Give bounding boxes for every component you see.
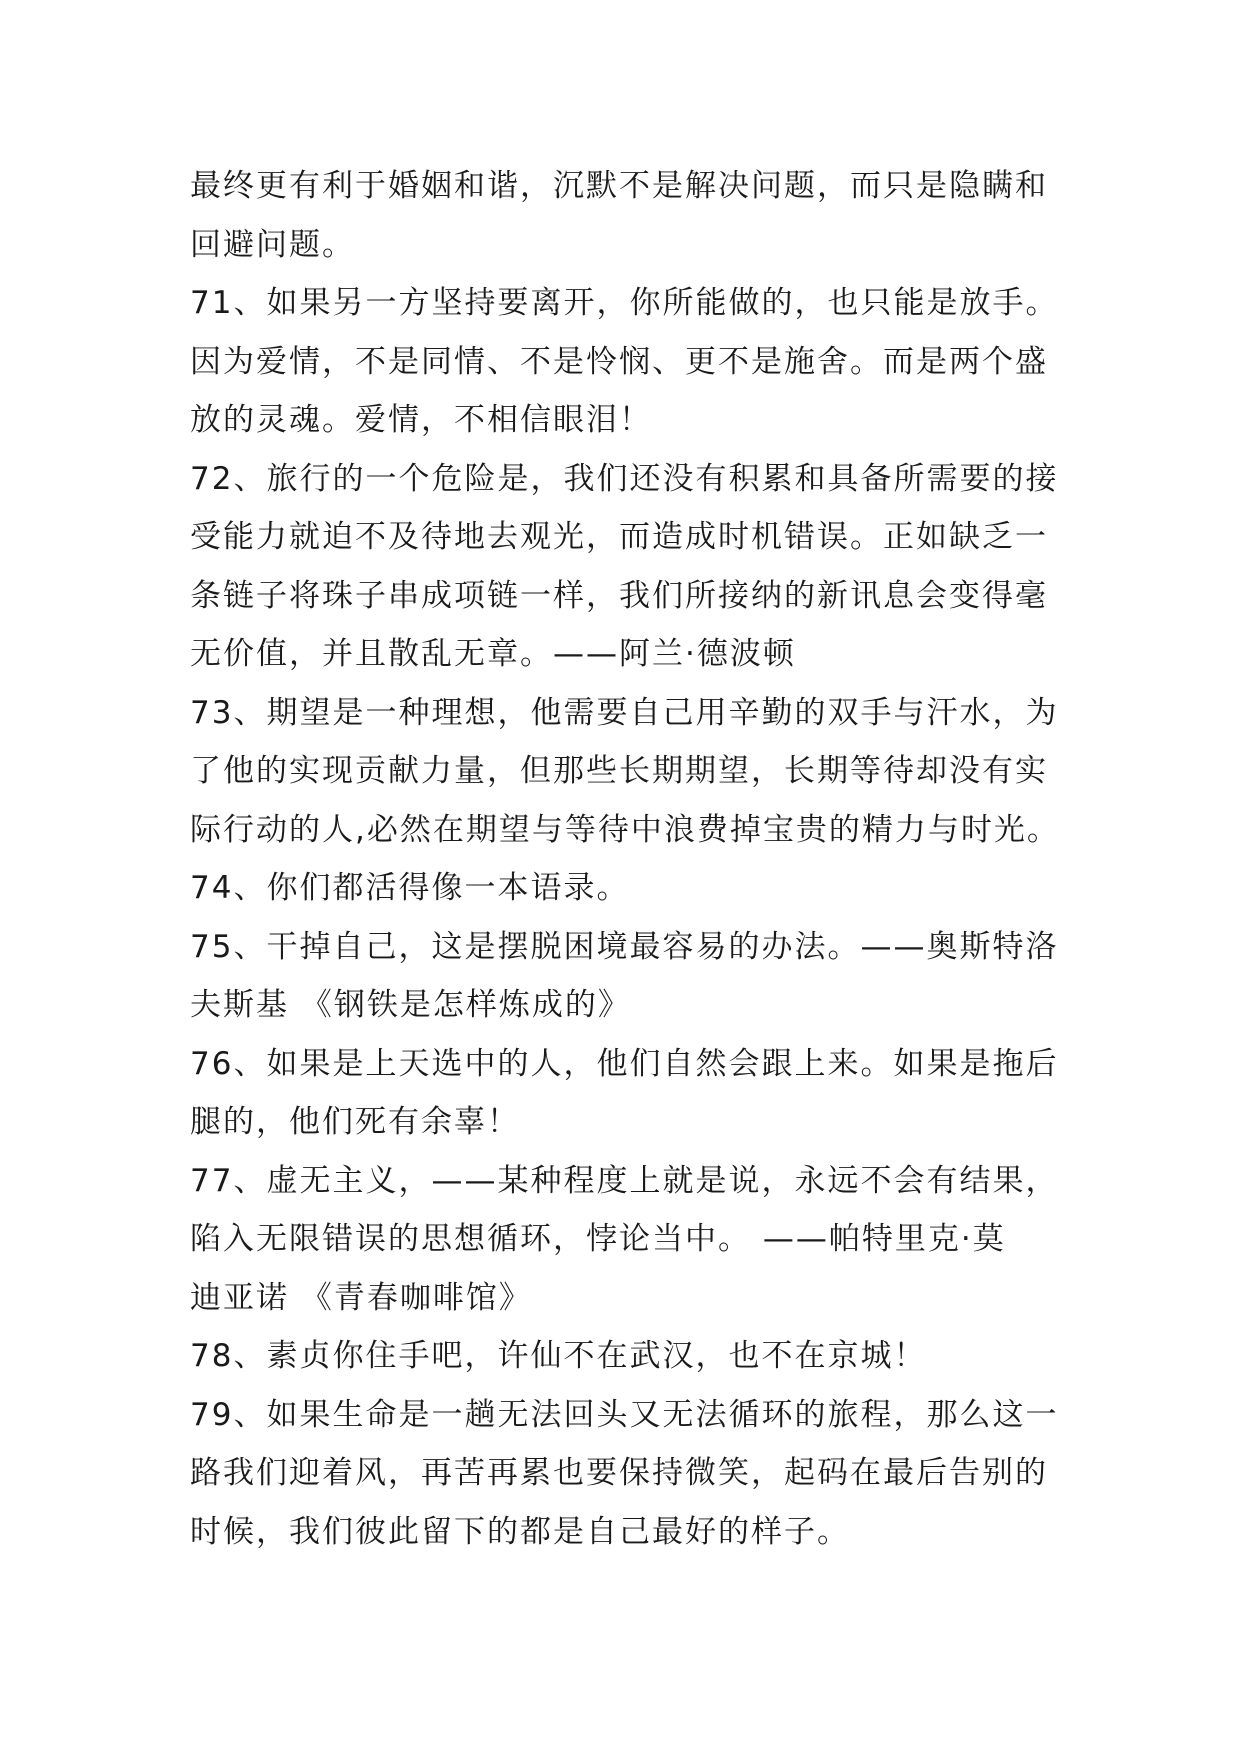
document-body xyxy=(190,157,1070,1561)
text-line: 回避问题。 xyxy=(190,226,355,263)
text-line: 条链子将珠子串成项链一样，我们所接纳的新讯息会变得毫 xyxy=(190,577,1048,614)
text-line: 放的灵魂。爱情，不相信眼泪！ xyxy=(190,402,652,438)
text-line: 夫斯基 《钢铁是怎样炼成的》 xyxy=(190,987,631,1023)
quote-72: 72、旅行的一个危险是，我们还没有积累和具备所需要的接 xyxy=(190,460,1059,497)
quote-74: 74、你们都活得像一本语录。 xyxy=(190,870,630,906)
text-line: 路我们迎着风，再苦再累也要保持微笑，起码在最后告别的 xyxy=(190,1455,1048,1491)
text-line: 受能力就迫不及待地去观光，而造成时机错误。正如缺乏一 xyxy=(190,519,1048,555)
quote-78: 78、素贞你住手吧，许仙不在武汉，也不在京城！ xyxy=(190,1338,927,1374)
quote-76: 76、如果是上天选中的人，他们自然会跟上来。如果是拖后 xyxy=(190,1045,1059,1082)
text-line: 最终更有利于婚姻和谐，沉默不是解决问题，而只是隐瞒和 xyxy=(190,168,1048,204)
text-line: 陷入无限错误的思想循环，悖论当中。 ——帕特里克·莫 xyxy=(190,1221,1006,1257)
quote-77: 77、虚无主义，——某种程度上就是说，永远不会有结果， xyxy=(190,1162,1059,1199)
quote-75: 75、干掉自己，这是摆脱困境最容易的办法。——奥斯特洛 xyxy=(190,928,1059,965)
quote-79: 79、如果生命是一趟无法回头又无法循环的旅程，那么这一 xyxy=(190,1396,1059,1433)
quote-73: 73、期望是一种理想，他需要自己用辛勤的双手与汗水，为 xyxy=(190,694,1059,731)
text-line: 腿的，他们死有余辜！ xyxy=(190,1104,520,1140)
text-line: 无价值，并且散乱无章。——阿兰·德波顿 xyxy=(190,636,796,672)
text-line: 因为爱情，不是同情、不是怜悯、更不是施舍。而是两个盛 xyxy=(190,343,1048,380)
text-line: 了他的实现贡献力量，但那些长期期望，长期等待却没有实 xyxy=(190,753,1048,789)
quote-71: 71、如果另一方坚持要离开，你所能做的，也只能是放手。 xyxy=(190,285,1059,321)
text-line: 迪亚诺 《青春咖啡馆》 xyxy=(190,1279,532,1316)
text-line: 时候，我们彼此留下的都是自己最好的样子。 xyxy=(190,1513,850,1550)
text-line: 际行动的人,必然在期望与等待中浪费掉宝贵的精力与时光。 xyxy=(190,811,1060,848)
